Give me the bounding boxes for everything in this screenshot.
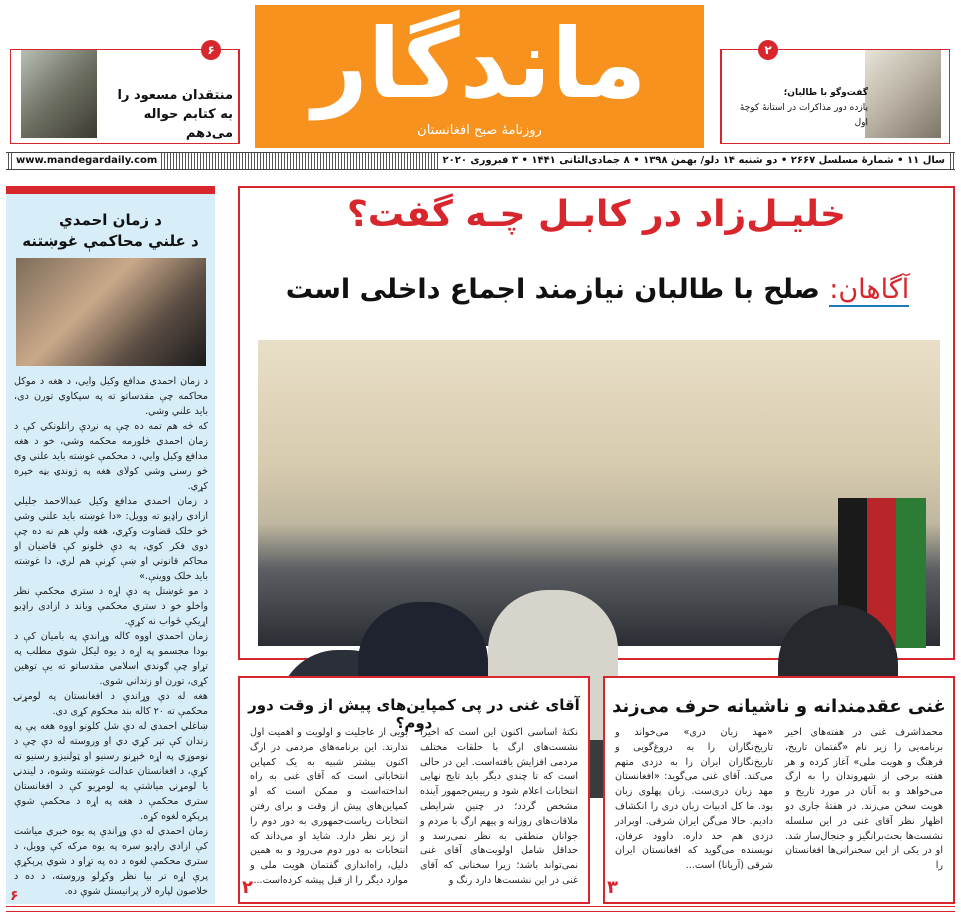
teaser-text — [730, 86, 868, 131]
main-headline: خلیـل‌زاد در کابـل چـه گفت؟ — [347, 194, 846, 235]
article-box-campaign[interactable] — [238, 676, 590, 904]
teaser-text: منتقدان مسعود را به کتابم حواله می‌دهم — [117, 88, 233, 141]
teaser-photo — [21, 50, 97, 138]
issue-dateline: سال ۱۱ • شمارهٔ مسلسل ۲۶۶۷ • دو شنبه ۱۴ دلو/ بهمن ۱۳۹۸ • ۸ جمادی‌الثانی ۱۴۴۱ • ۳ فبروری ۲۰۲۰ — [439, 153, 949, 169]
masthead — [255, 5, 704, 148]
article-page-ref: ۳ — [607, 877, 618, 898]
sidebar-paragraph: هغه له دې وړاندې د افغانستان په لومړنۍ محکمې ته ۲۰ کاله بند محکوم کړی دی. — [14, 691, 208, 717]
newspaper-logo: ماندگار — [312, 8, 647, 120]
article-box-ghani[interactable] — [603, 676, 955, 904]
sidebar-title-line2: د علني محاکمې غوښتنه — [22, 232, 199, 250]
article-column-right — [785, 726, 943, 874]
main-subhead-text: صلح با طالبان نیازمند اجماع داخلی است — [285, 274, 820, 305]
article-text: محمداشرف غنی در هفته‌های اخیر برنامه‌یی را زیر نام «گفتمان تاریخ، فرهنگ و هویت ملی» آغاز کرده و هر هفته برخی از شهروندان را به ارگ می‌خواهد و به آنان در مورد تاریخ و هویت سخن می‌زند. در هفتهٔ جاری دو اظهار نظر آقای غنی در این سلسله نشست‌ها بحث‌برانگیز و جنجال‌ساز شد. او در یکی از این سخنرانی‌ها افغانستان را — [785, 727, 943, 872]
article-text: «مهد زبان دری» می‌خواند و تاریخ‌نگاران را به دروغ‌گویی و تاریخ‌نگاران ایران را به دزدی متهم می‌کند. آقای غنی می‌گوید: «افغانستان مهد زبان دری‌ست. زبان پهلوی زبان بود. ما کل ادبیات زبان دری را انکشاف دادیم. حالا می‌گن ایران شرقی. اوبرادر دزدی هم حد داره. داوود عرفان، نویسنده می‌گوید که افغانستان ایران شرقی (آریانا) است... — [615, 727, 773, 872]
main-kicker: آگاهان: — [829, 274, 910, 305]
sidebar-paragraph: زمان احمدي له دې وړاندې په يوه خبري مياشت کې ازادي راډيو سره په يوه مرکه کې وويل، د ستري محکمې لغوه د ده په تړاو د شوي پرېکړې پرې اړه تر بيا نظر وکړلو وروسته، د ده د خلاصون لپاره لار پرانيستل شوې ده. — [14, 826, 208, 897]
teaser-title: یازده دور مذاکرات در استانهٔ کوچهٔ اول — [739, 103, 868, 128]
sidebar-paragraph: ښاغلي احمدي له دې شل کلونو اووه هغه پې په زندان کې تېر کړي دي او وروسته له دې چې د نوموړي په اړه څېړنو رسنيو او ټولنيزو رسنيو ته کړې، د افغانستان عدالت غوښتنه وشوه، د ليندنۍ يا لومړنۍ مياشتې په لومړيو کې د افغانستان ستري محکمې د هغه په اړه د محکمې شوې پرېکړه لغوه کړه. — [14, 721, 208, 822]
teaser-right[interactable] — [720, 43, 950, 144]
article-headline: غنی عقدمندانه و ناشیانه حرف می‌زند — [612, 696, 946, 717]
sidebar-title-line1: د زمان احمدي — [59, 211, 162, 229]
article-column-left — [250, 726, 408, 889]
page-number-badge: ۶ — [201, 40, 221, 60]
article-column-left — [615, 726, 773, 874]
sidebar-article — [6, 186, 215, 904]
article-text: بویی از عاجلیت و اولویت و اهمیت اول ندارند. این برنامه‌های مردمی در ارگ اکنون بیشتر شبیه به یک کمپاین انتخاباتی است که آقای غنی به راه انداخته‌است و ممکن است که او کمپاین‌های پیش از وقت و برای رفتن انتخابات ریاست‌جمهوری به دور دوم را از زیر نظر دارد. شاید او می‌داند که انتخابات به دور دوم می‌رود و به همین دلیل، راه‌اندازی گفتمان هویت ملی و موارد دیگر را از قبل پیشه کرده‌است... — [250, 727, 408, 886]
sidebar-paragraph: د مو غوښتل په دې اړه د ستري محکمې نظر واخلو خو د ستري محکمې وياند د ازادی راډيو اړيکې ځواب نه کړې. — [14, 586, 208, 627]
article-text: نکتهٔ اساسی اکنون این است که اخیراً نشست‌های ارگ با حلقات مختلف مردمی افزایش یافته‌است. این در حالی است که تا چندی دیگر باید تایج نهایی انتخابات اعلام شود و رییس‌جمهور آینده مشخص گردد؛ در چنین شرایطی ملاقات‌های روزانه و پیهم ارگ با مردم و جوانان منطقی به نظر نمی‌رسد و حداقل شامل اولویت‌های آقای غنی نمی‌تواند باشد؛ زیرا سخنانی که آقای غنی در این نشست‌ها دارد رنگ و — [420, 727, 578, 886]
article-column-right — [420, 726, 578, 889]
website-url[interactable]: www.mandegardaily.com — [12, 153, 161, 169]
page-number-badge: ۲ — [758, 40, 778, 60]
sidebar-paragraph: د زمان احمدي مدافع وکيل عبدالاحمد جليلي ازادي راډيو ته وويل: «دا غوښته بايد علني وشي څو خلک قضاوت وکړي، هغه ولې هم نه ده چې دوی فکر کوي، په دې څلونو کې قاضيان او محاکم قانوني او ښې کړنې هم لري، دا غوښته بايد خلک ووينې.» — [14, 496, 208, 582]
article-columns — [615, 726, 943, 874]
sidebar-body — [14, 374, 208, 899]
bottom-rule — [6, 906, 955, 912]
article-headline: آقای غنی در پی کمپاین‌های پیش از وقت دور دوم؟ — [248, 696, 580, 732]
article-page-ref: ۲ — [242, 877, 253, 898]
teaser-left[interactable] — [10, 43, 240, 144]
sidebar-page-ref: ۶ — [10, 888, 19, 904]
newspaper-tagline: روزنامهٔ صبح افغانستان — [417, 123, 542, 138]
teaser-photo — [865, 50, 941, 138]
main-photo — [258, 340, 940, 646]
teaser-kicker: گفت‌وگو با طالبان؛ — [783, 88, 868, 98]
sidebar-photo — [16, 258, 206, 366]
main-story[interactable] — [238, 186, 955, 660]
sidebar-paragraph: زمان احمدي اووه کاله وړاندې په باميان کې د بودا مجسمو په اړه د يوه ليکل شوي مطلب په تړاو چې ګوندي اسلامي مقدساتو ته يې توهين کړی، تورن او زنداني شوی. — [14, 631, 208, 687]
sidebar-paragraph: که څه هم تمه ده چې په نږدې راتلونکي کې د زمان احمدي څلورمه محکمه وشي، خو د هغه مدافع وکيل وايي، د محکمې غوښته بايد علني وي څو رسنۍ وشي کولای هغه په ژوندۍ بڼه خپره کړي. — [14, 421, 208, 492]
article-columns — [250, 726, 578, 889]
sidebar-paragraph: د زمان احمدي مدافع وکيل وايي، د هغه د موکل محاکمه چې مقدساتو ته په سپکاوي تورن دی، بايد علني وشي. — [14, 376, 208, 417]
main-subhead — [260, 274, 935, 305]
info-bar — [6, 152, 955, 170]
